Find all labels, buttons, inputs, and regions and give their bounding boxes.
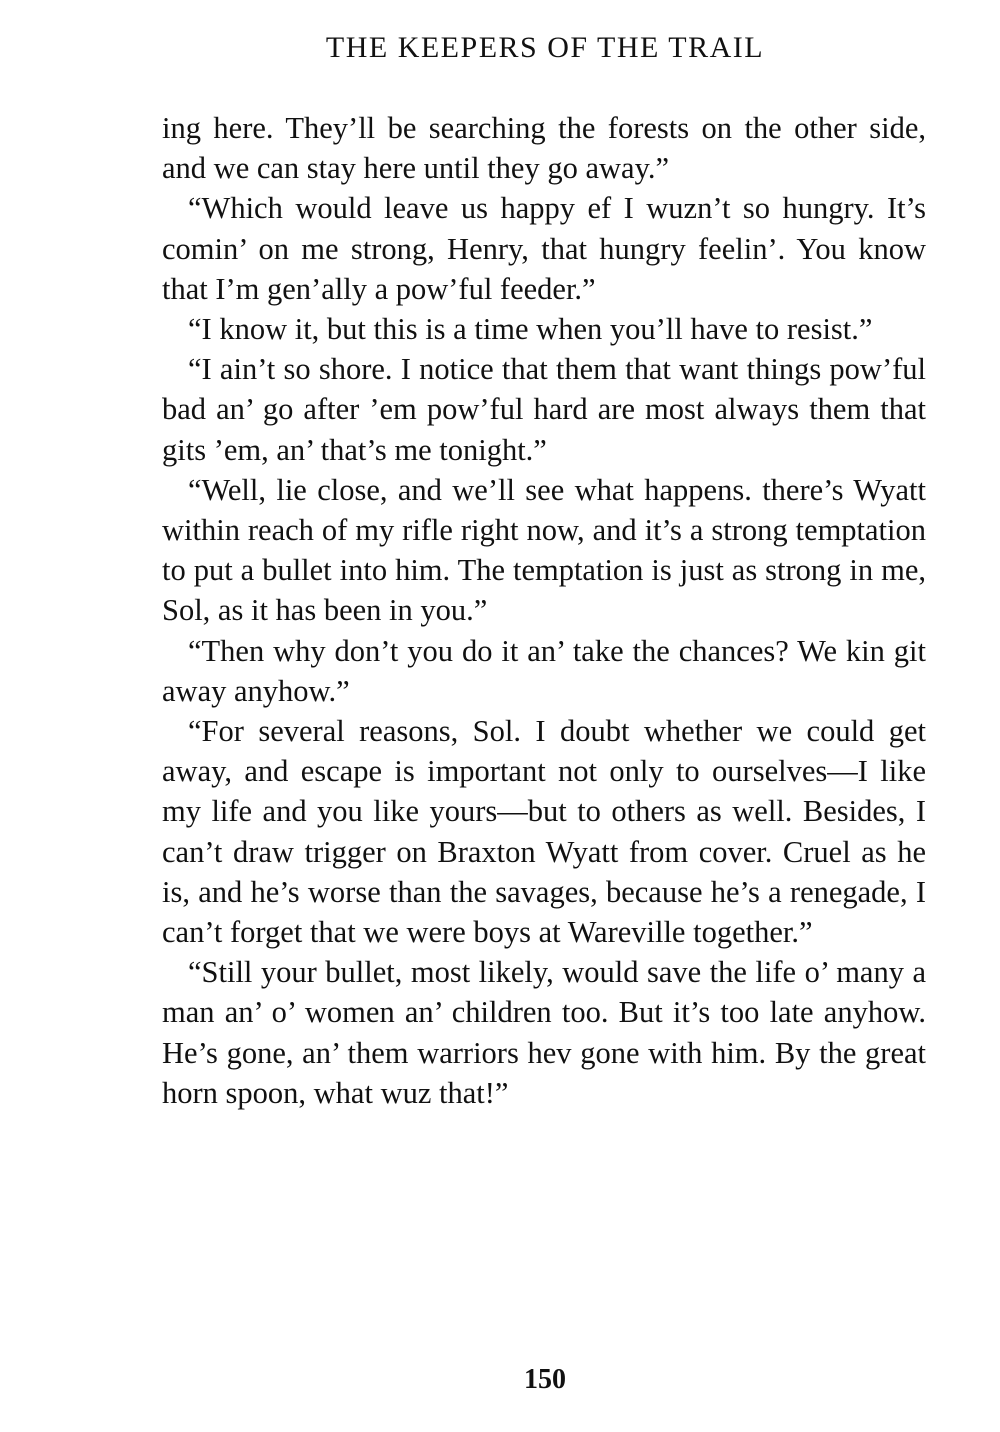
paragraph: “Then why don’t you do it an’ take the chances? We kin git away anyhow.” [162,633,926,708]
running-head: THE KEEPERS OF THE TRAIL [325,31,765,64]
paragraph: “Which would leave us happy ef I wuzn’t so hungry. It’s comin’ on me strong, Henry, that hungry feelin’. You know that I’m gen’ally a pow’ful feeder.” [162,191,926,306]
paragraph: ing here. They’ll be searching the forests on the other side, and we can stay here until they go away.” [162,111,926,186]
paragraph: “Well, lie close, and we’ll see what happens. there’s Wyatt within reach of my rifle right now, and it’s a strong temptation to put a bullet into him. The temptation is just as strong in me, Sol, as it has been in you.” [162,472,926,628]
paragraph: “I ain’t so shore. I notice that them that want things pow’ful bad an’ go after ’em pow’ful hard are most always them that gits ’em, an’ that’s me tonight.” [162,352,926,467]
paragraph: “I know it, but this is a time when you’ll have to resist.” [188,312,873,347]
paragraph: “Still your bullet, most likely, would save the life o’ many a man an’ o’ women an’ children too. But it’s too late anyhow. He’s gone, an’ them warriors hev gone with him. By the great horn spoon, what wuz that!” [162,955,926,1110]
body-text [162,108,926,1113]
paragraph: “For several reasons, Sol. I doubt whether we could get away, and escape is important not only to ourselves—I like my life and you like yours—but to others as well. Besides, I can’t draw trigger on Braxton Wyatt from cover. Cruel as he is, and he’s worse than the savages, because he’s a renegade, I can’t forget that we were boys at Wareville together.” [162,714,926,950]
page-number: 150 [524,1364,566,1395]
